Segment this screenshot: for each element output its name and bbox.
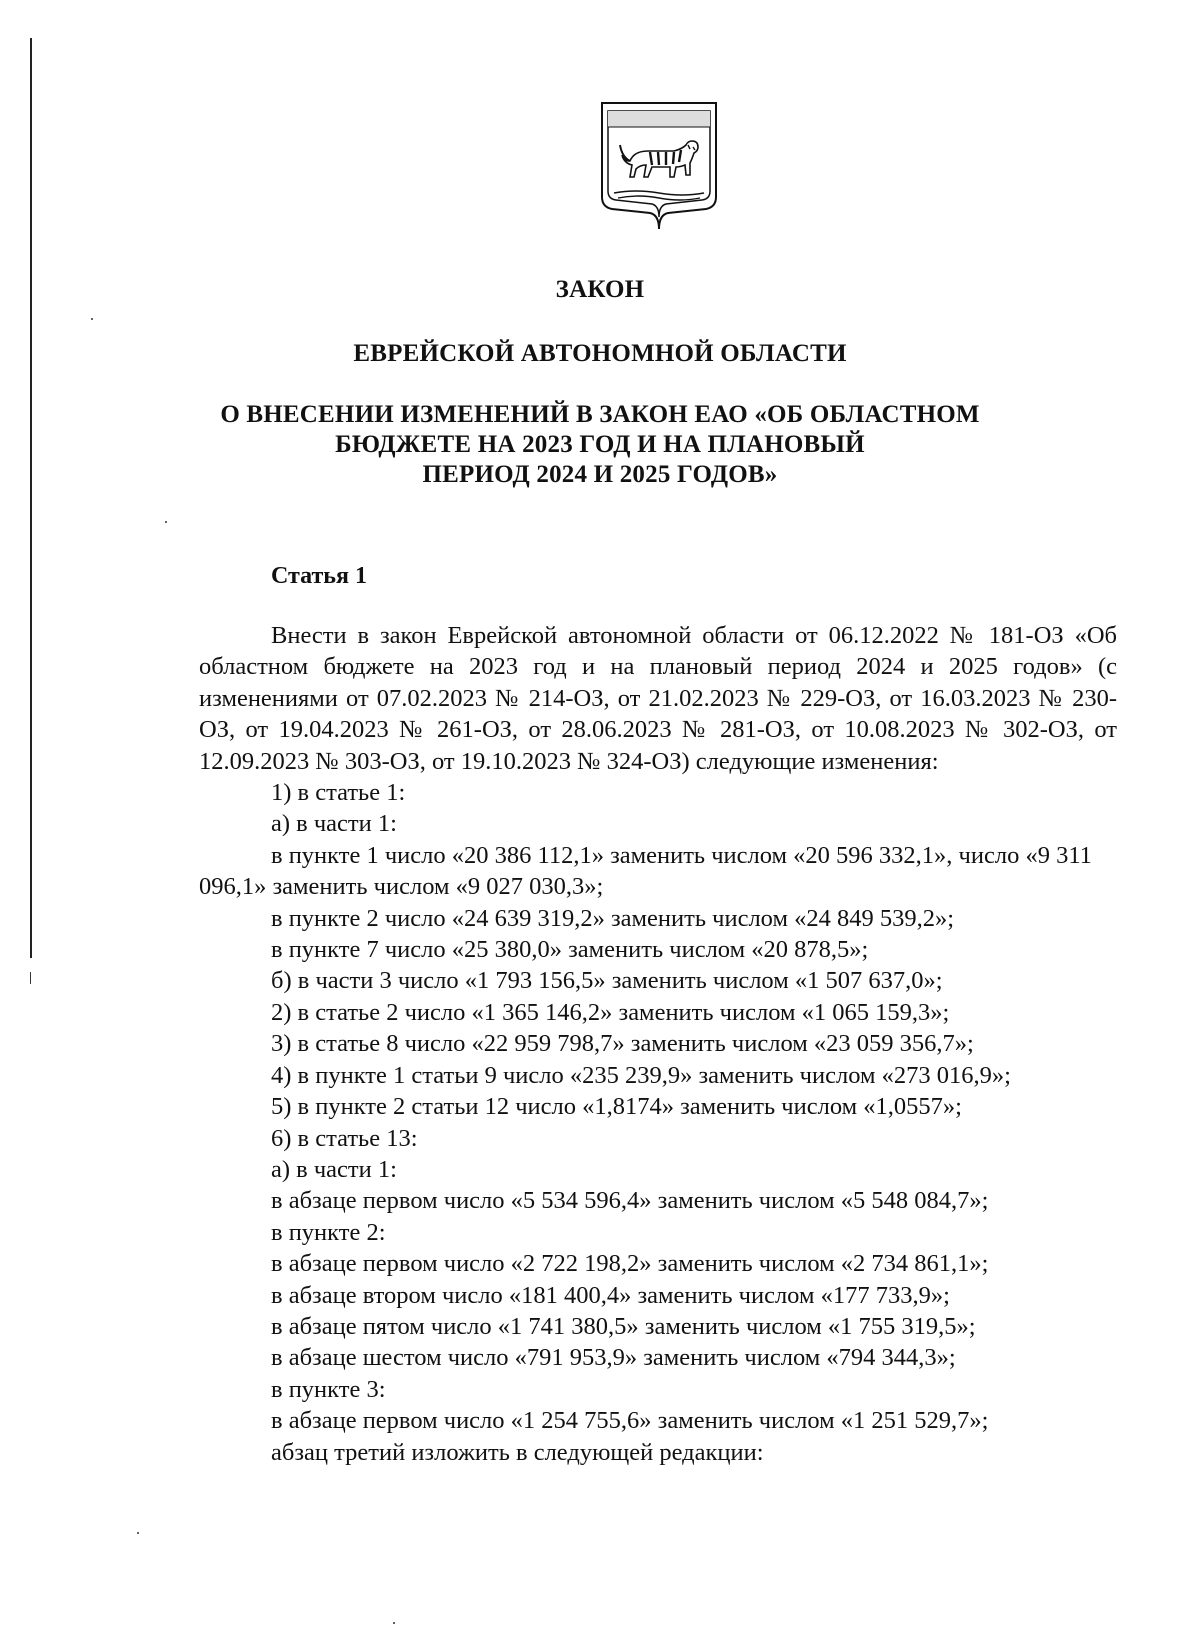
amendment-item: в абзаце первом число «5 534 596,4» заменить числом «5 548 084,7»;: [271, 1187, 989, 1215]
scan-speck: [393, 1622, 395, 1624]
amendment-item: в абзаце пятом число «1 741 380,5» заменить числом «1 755 319,5»;: [271, 1312, 976, 1340]
subject-line: БЮДЖЕТЕ НА 2023 ГОД И НА ПЛАНОВЫЙ: [335, 431, 865, 458]
amendment-item: 4) в пункте 1 статьи 9 число «235 239,9» заменить числом «273 016,9»;: [271, 1061, 1011, 1089]
scan-margin-line: [30, 38, 32, 958]
amendment-item: 2) в статье 2 число «1 365 146,2» заменить числом «1 065 159,3»;: [271, 998, 950, 1026]
amendment-item: в пункте 3:: [271, 1375, 386, 1403]
amendment-item: абзац третий изложить в следующей редакции:: [271, 1438, 764, 1466]
scan-speck: [30, 972, 31, 984]
scan-speck: [91, 318, 93, 320]
scan-speck: [165, 521, 167, 523]
article-body: [199, 620, 1117, 1468]
amendment-item: б) в части 3 число «1 793 156,5» заменить числом «1 507 637,0»;: [271, 967, 943, 995]
amendment-item: в пункте 1 число «20 386 112,1» заменить числом «20 596 332,1», число «9 311 096,1» заменить числом «9 027 030,3»;: [199, 841, 1092, 901]
amendment-item: 6) в статье 13:: [271, 1124, 418, 1152]
amendment-item: в пункте 7 число «25 380,0» заменить числом «20 878,5»;: [271, 936, 869, 964]
article-intro: Внести в закон Еврейской автономной области от 06.12.2022 № 181-ОЗ «Об областном бюджете на 2023 год и на плановый период 2024 и 2025 годов» (с изменениями от 07.02.2023 № 214-ОЗ, от 21.02.2023 № 229-ОЗ, от 16.03.2023 № 230-ОЗ, от 19.04.2023 № 261-ОЗ, от 28.06.2023 № 281-ОЗ, от 10.08.2023 № 302-ОЗ, от 12.09.2023 № 303-ОЗ, от 19.10.2023 № 324-ОЗ) следующие изменения:: [199, 622, 1117, 775]
amendment-item: в абзаце шестом число «791 953,9» заменить числом «794 344,3»;: [271, 1344, 956, 1372]
amendment-item: в абзаце первом число «1 254 755,6» заменить числом «1 251 529,7»;: [271, 1407, 989, 1435]
subject-line: О ВНЕСЕНИИ ИЗМЕНЕНИЙ В ЗАКОН ЕАО «ОБ ОБЛАСТНОМ: [220, 401, 980, 428]
document-title: ЗАКОН: [555, 276, 645, 303]
amendment-item: в абзаце втором число «181 400,4» заменить числом «177 733,9»;: [271, 1281, 950, 1309]
subject-line: ПЕРИОД 2024 И 2025 ГОДОВ»: [422, 461, 778, 488]
amendment-item: а) в части 1:: [271, 1155, 397, 1183]
amendment-item: в пункте 2 число «24 639 319,2» заменить числом «24 849 539,2»;: [271, 904, 955, 932]
coat-of-arms-tiger-icon: [600, 101, 718, 233]
amendment-item: 5) в пункте 2 статьи 12 число «1,8174» заменить числом «1,0557»;: [271, 1093, 962, 1121]
document-subject: [0, 400, 1200, 490]
amendment-item: 1) в статье 1:: [271, 779, 406, 807]
article-title: Статья 1: [271, 563, 367, 589]
document-region: ЕВРЕЙСКОЙ АВТОНОМНОЙ ОБЛАСТИ: [353, 340, 847, 367]
scan-speck: [137, 1532, 139, 1534]
amendment-item: 3) в статье 8 число «22 959 798,7» заменить числом «23 059 356,7»;: [271, 1030, 974, 1058]
amendment-item: в пункте 2:: [271, 1218, 386, 1246]
amendment-item: в абзаце первом число «2 722 198,2» заменить числом «2 734 861,1»;: [271, 1250, 989, 1278]
amendment-item: а) в части 1:: [271, 810, 397, 838]
